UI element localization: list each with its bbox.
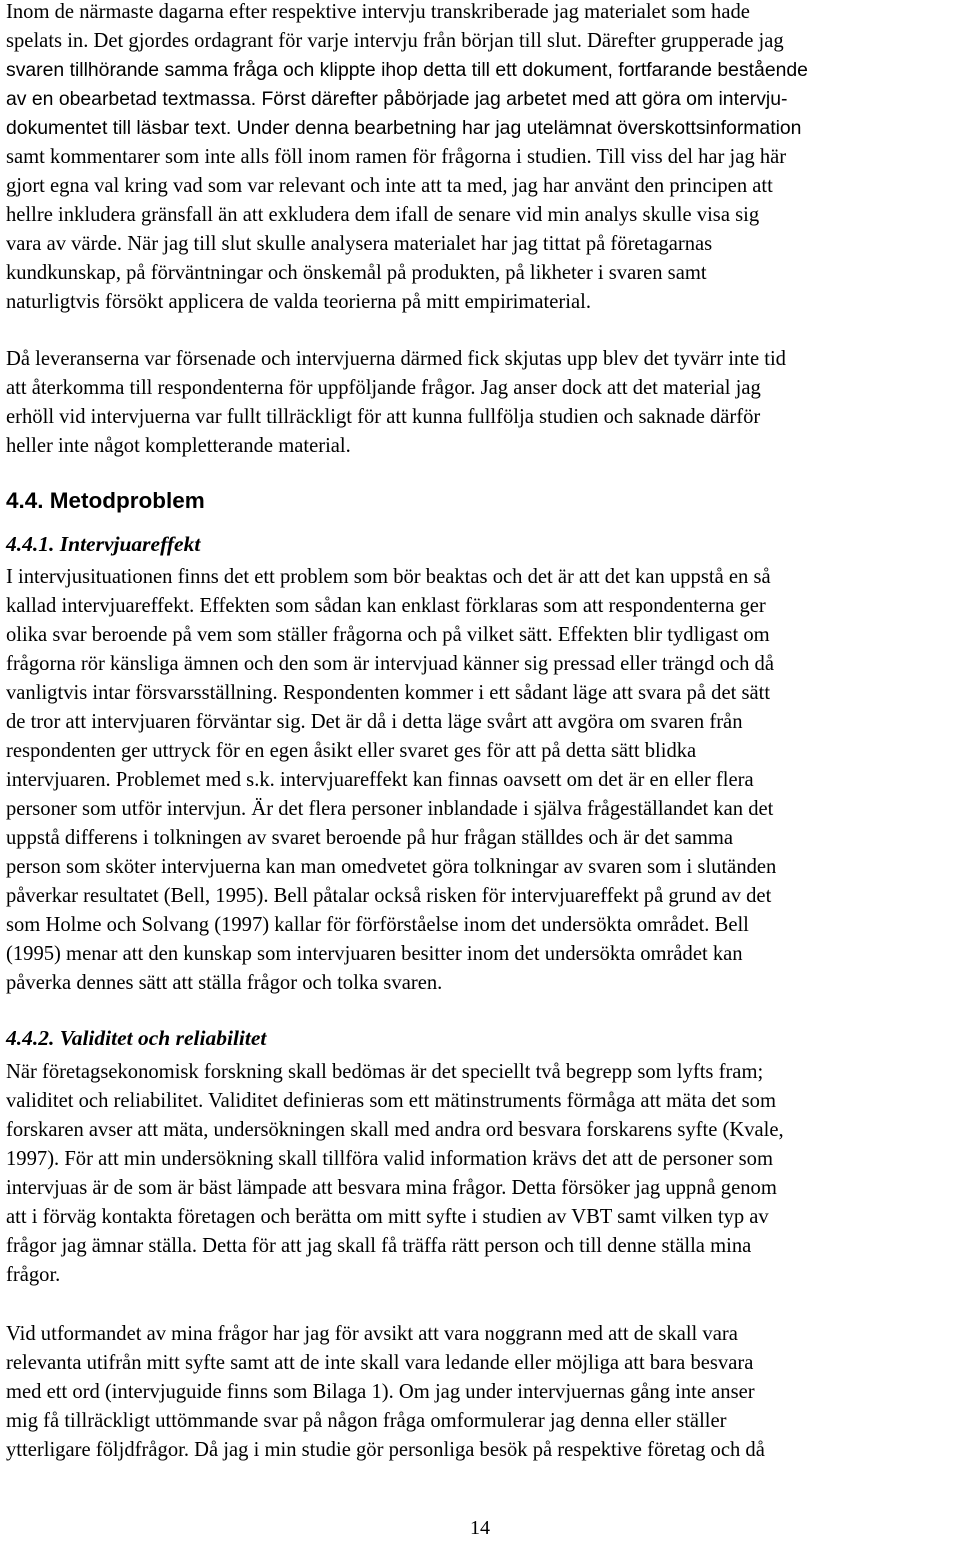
paragraph-interviewer-effect	[6, 563, 956, 998]
text-line: frågor jag ämnar ställa. Detta för att jag skall få träffa rätt person och till denne ställa mina	[6, 1235, 752, 1257]
text-line: påverka dennes sätt att ställa frågor och tolka svaren.	[6, 972, 443, 994]
page-number: 14	[470, 1517, 490, 1539]
text-line: frågorna rör känsliga ämnen och den som är intervjuad känner sig pressad eller trängd och då	[6, 653, 774, 675]
text-line: forskaren avser att mäta, undersökningen skall med andra ord besvara forskarens syfte (Kvale,	[6, 1119, 784, 1141]
paragraph-validity	[6, 1058, 956, 1290]
text-line: När företagsekonomisk forskning skall bedömas är det speciellt två begrepp som lyfts fram;	[6, 1061, 764, 1083]
text-line: av en obearbetad textmassa. Först därefter påbörjade jag arbetet med att göra om intervju-	[6, 88, 788, 110]
text-line: heller inte något kompletterande material.	[6, 435, 351, 457]
text-line: med ett ord (intervjuguide finns som Bilaga 1). Om jag under intervjuernas gång inte anser	[6, 1381, 755, 1403]
text-line: mig få tillräckligt uttömmande svar på någon fråga omformulerar jag denna eller ställer	[6, 1410, 727, 1432]
text-line: vara av värde. När jag till slut skulle analysera materialet har jag tittat på företagarnas	[6, 233, 713, 255]
text-line: person som sköter intervjuerna kan man omedvetet göra tolkningar av svaren som i slutänden	[6, 856, 777, 878]
text-line: som Holme och Solvang (1997) kallar för förförståelse inom det undersökta området. Bell	[6, 914, 749, 936]
text-line: Då leveranserna var försenade och intervjuerna därmed fick skjutas upp blev det tyvärr inte tid	[6, 348, 786, 370]
text-line: ytterligare följdfrågor. Då jag i min studie gör personliga besök på respektive företag och då	[6, 1439, 765, 1461]
text-line: respondenten ger uttryck för en egen åsikt eller svaret ges för att på detta sätt blidka	[6, 740, 697, 762]
text-line: kallad intervjuareffekt. Effekten som sådan kan enklast förklaras som att respondenterna ger	[6, 595, 766, 617]
text-line: I intervjusituationen finns det ett problem som bör beaktas och det är att det kan uppstå en så	[6, 566, 771, 588]
text-line: de tror att intervjuaren förväntar sig. Det är då i detta läge svårt att avgöra om svaren från	[6, 711, 743, 733]
section-heading-metodproblem: 4.4. Metodproblem	[6, 488, 205, 513]
text-line: Inom de närmaste dagarna efter respektive intervju transkriberade jag materialet som hade	[6, 1, 750, 23]
text-line: att i förväg kontakta företagen och berätta om mitt syfte i studien av VBT samt vilken typ av	[6, 1206, 769, 1228]
text-line: svaren tillhörande samma fråga och klippte ihop detta till ett dokument, fortfarande bestående	[6, 59, 808, 81]
text-line: dokumentet till läsbar text. Under denna bearbetning har jag utelämnat överskottsinformation	[6, 117, 802, 139]
text-line: samt kommentarer som inte alls föll inom ramen för frågorna i studien. Till viss del har jag här	[6, 146, 787, 168]
text-line: (1995) menar att den kunskap som intervjuaren besitter inom det undersökta området kan	[6, 943, 743, 965]
paragraph-question-design	[6, 1320, 956, 1465]
text-line: spelats in. Det gjordes ordagrant för varje intervju från början till slut. Därefter grupperade jag	[6, 30, 784, 52]
text-line: Vid utformandet av mina frågor har jag för avsikt att vara noggrann med att de skall vara	[6, 1323, 738, 1345]
text-line: naturligtvis försökt applicera de valda teorierna på mitt empirimaterial.	[6, 291, 591, 313]
text-line: intervjuas är de som är bäst lämpade att besvara mina frågor. Detta försöker jag uppnå genom	[6, 1177, 777, 1199]
text-line: påverkar resultatet (Bell, 1995). Bell påtalar också risken för intervjuareffekt på grund av det	[6, 885, 772, 907]
text-line: gjort egna val kring vad som var relevant och inte att ta med, jag har använt den principen att	[6, 175, 773, 197]
text-line: personer som utför intervjun. Är det flera personer inblandade i själva frågeställandet kan det	[6, 798, 774, 820]
text-line: att återkomma till respondenterna för uppföljande frågor. Jag anser dock att det material jag	[6, 377, 761, 399]
text-line: vanligtvis intar försvarsställning. Respondenten kommer i ett sådant läge att svara på det sätt	[6, 682, 771, 704]
text-line: 1997). För att min undersökning skall tillföra valid information krävs det att de personer som	[6, 1148, 773, 1170]
text-line: relevanta utifrån mitt syfte samt att de inte skall vara ledande eller möjliga att bara besvara	[6, 1352, 754, 1374]
paragraph-transcription	[6, 0, 956, 317]
text-line: uppstå differens i tolkningen av svaret beroende på hur frågan ställdes och är det samma	[6, 827, 734, 849]
text-line: olika svar beroende på vem som ställer frågorna och på vilket sätt. Effekten blir tydligast om	[6, 624, 770, 646]
subsection-heading-validitet: 4.4.2. Validitet och reliabilitet	[6, 1026, 267, 1050]
paragraph-delays	[6, 345, 956, 461]
text-line: erhöll vid intervjuerna var fullt tillräckligt för att kunna fullfölja studien och saknade därför	[6, 406, 761, 428]
text-line: hellre inkludera gränsfall än att exkludera dem ifall de senare vid min analys skulle visa sig	[6, 204, 760, 226]
text-line: validitet och reliabilitet. Validitet definieras som ett mätinstruments förmåga att mäta det som	[6, 1090, 776, 1112]
text-line: kundkunskap, på förväntningar och önskemål på produkten, på likheter i svaren samt	[6, 262, 707, 284]
text-line: frågor.	[6, 1264, 61, 1286]
text-line: intervjuaren. Problemet med s.k. intervjuareffekt kan finnas oavsett om det är en eller flera	[6, 769, 754, 791]
subsection-heading-intervjuareffekt: 4.4.1. Intervjuareffekt	[6, 532, 201, 556]
